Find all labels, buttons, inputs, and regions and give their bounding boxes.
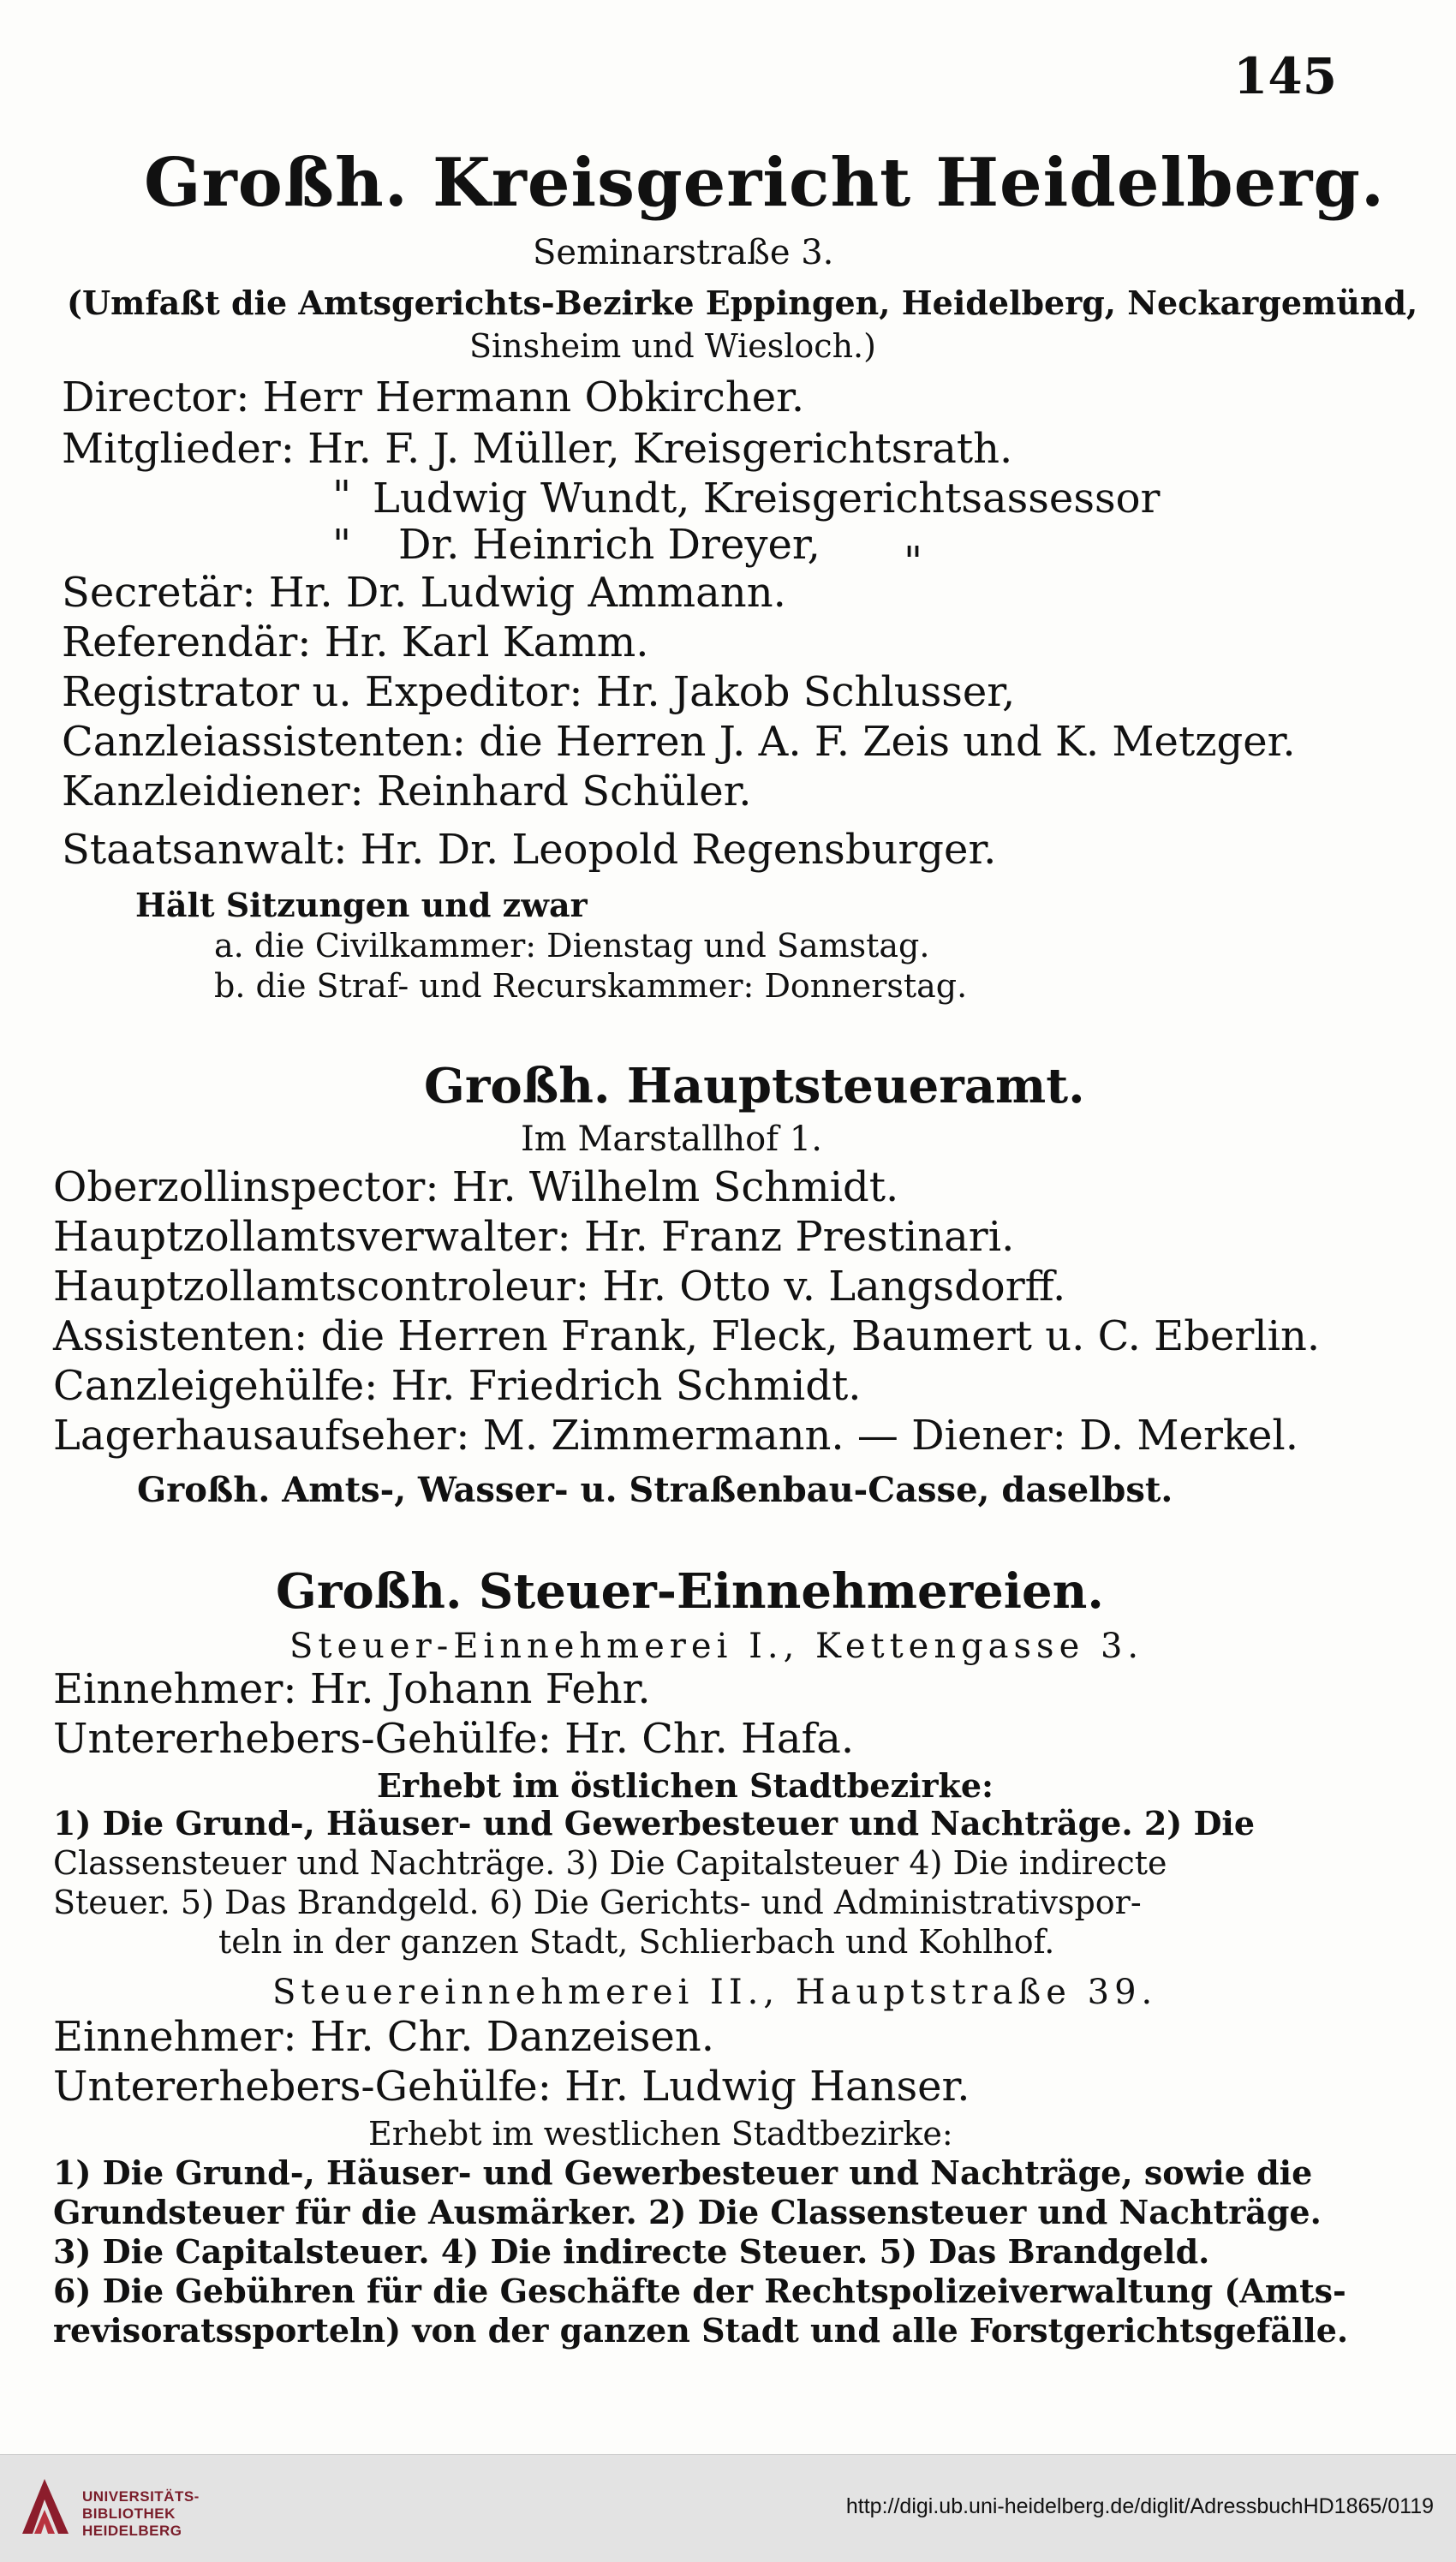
source-url-link[interactable]: http://digi.ub.uni-heidelberg.de/diglit/AdressbuchHD1865/0119 bbox=[845, 2494, 1434, 2518]
entry-line: Hält Sitzungen und zwar bbox=[135, 886, 588, 924]
section-title-hauptsteueramt: Großh. Hauptsteueramt. bbox=[424, 1058, 1085, 1114]
entry-line: Großh. Amts-, Wasser- u. Straßenbau-Casse, daselbst. bbox=[137, 1470, 1173, 1510]
entry-line: Secretär: Hr. Dr. Ludwig Ammann. bbox=[62, 569, 786, 617]
entry-line: b. die Straf- und Recurskammer: Donnerstag. bbox=[214, 967, 968, 1005]
paragraph-line: 1) Die Grund-, Häuser- und Gewerbesteuer und Nachträge, sowie die bbox=[53, 2153, 1313, 2192]
entry-line: a. die Civilkammer: Dienstag und Samstag. bbox=[214, 927, 930, 964]
entry-line: Kanzleidiener: Reinhard Schüler. bbox=[62, 767, 752, 815]
office-heading: Steuer-Einnehmerei I., Kettengasse 3. bbox=[289, 1627, 1144, 1666]
office-heading: Steuereinnehmerei II., Hauptstraße 39. bbox=[272, 1973, 1158, 2012]
entry-line: Hauptzollamtsverwalter: Hr. Franz Prestinari. bbox=[53, 1213, 1015, 1261]
entry-line: Assistenten: die Herren Frank, Fleck, Baumert u. C. Eberlin. bbox=[53, 1312, 1321, 1360]
library-name: UNIVERSITÄTS- bbox=[82, 2488, 200, 2505]
entry-line: Dr. Heinrich Dreyer, bbox=[398, 521, 820, 569]
paragraph-line: teln in der ganzen Stadt, Schlierbach und Kohlhof. bbox=[218, 1923, 1055, 1961]
entry-line: Referendär: Hr. Karl Kamm. bbox=[62, 618, 649, 666]
paragraph-line: 1) Die Grund-, Häuser- und Gewerbesteuer und Nachträge. 2) Die bbox=[53, 1804, 1256, 1842]
section-title-kreisgericht: Großh. Kreisgericht Heidelberg. bbox=[144, 144, 1386, 222]
paragraph-line: Steuer. 5) Das Brandgeld. 6) Die Gerichts- und Administrativspor- bbox=[53, 1884, 1142, 1921]
ditto-mark: " bbox=[332, 472, 352, 520]
entry-line: Untererhebers-Gehülfe: Hr. Ludwig Hanser. bbox=[53, 2063, 970, 2111]
entry-line: Oberzollinspector: Hr. Wilhelm Schmidt. bbox=[53, 1163, 899, 1211]
section-title-steuer-einnehmereien: Großh. Steuer-Einnehmereien. bbox=[276, 1563, 1104, 1620]
scope-line: (Umfaßt die Amtsgerichts-Bezirke Eppingen, Heidelberg, Neckargemünd, bbox=[67, 284, 1418, 322]
district-line: Erhebt im östlichen Stadtbezirke: bbox=[377, 1766, 994, 1805]
entry-line: Canzleigehülfe: Hr. Friedrich Schmidt. bbox=[53, 1362, 862, 1410]
scope-line: Sinsheim und Wiesloch.) bbox=[469, 327, 876, 365]
entry-line: Mitglieder: Hr. F. J. Müller, Kreisgerichtsrath. bbox=[62, 425, 1013, 473]
entry-line: Canzleiassistenten: die Herren J. A. F. Zeis und K. Metzger. bbox=[62, 718, 1296, 766]
entry-line: Hauptzollamtscontroleur: Hr. Otto v. Langsdorff. bbox=[53, 1263, 1066, 1311]
paragraph-line: Grundsteuer für die Ausmärker. 2) Die Classensteuer und Nachträge. bbox=[53, 2193, 1322, 2231]
paragraph-line: 6) Die Gebühren für die Geschäfte der Rechtspolizeiverwaltung (Amts- bbox=[53, 2272, 1346, 2310]
library-logo-icon bbox=[19, 2474, 72, 2541]
entry-line: Ludwig Wundt, Kreisgerichtsassessor bbox=[373, 475, 1161, 523]
ditto-mark: " bbox=[332, 521, 352, 569]
entry-line: Einnehmer: Hr. Johann Fehr. bbox=[53, 1665, 651, 1713]
entry-line: Untererhebers-Gehülfe: Hr. Chr. Hafa. bbox=[53, 1715, 855, 1763]
district-line: Erhebt im westlichen Stadtbezirke: bbox=[368, 2115, 953, 2153]
page-number: 145 bbox=[1233, 47, 1338, 105]
section-address: Im Marstallhof 1. bbox=[521, 1120, 822, 1159]
entry-line: Staatsanwalt: Hr. Dr. Leopold Regensburger. bbox=[62, 826, 997, 874]
library-name: HEIDELBERG bbox=[82, 2523, 182, 2539]
paragraph-line: revisoratssporteln) von der ganzen Stadt und alle Forstgerichtsgefälle. bbox=[53, 2311, 1349, 2350]
entry-line: Lagerhausaufseher: M. Zimmermann. — Diener: D. Merkel. bbox=[53, 1412, 1298, 1460]
library-name: BIBLIOTHEK bbox=[82, 2505, 176, 2522]
entry-line: Registrator u. Expeditor: Hr. Jakob Schlusser, bbox=[62, 668, 1016, 716]
ditto-mark: " bbox=[904, 538, 923, 586]
footer-bar bbox=[0, 2454, 1456, 2562]
paragraph-line: 3) Die Capitalsteuer. 4) Die indirecte Steuer. 5) Das Brandgeld. bbox=[53, 2232, 1210, 2271]
section-address: Seminarstraße 3. bbox=[533, 233, 834, 272]
paragraph-line: Classensteuer und Nachträge. 3) Die Capitalsteuer 4) Die indirecte bbox=[53, 1844, 1167, 1882]
entry-line: Einnehmer: Hr. Chr. Danzeisen. bbox=[53, 2013, 714, 2061]
entry-line: Director: Herr Hermann Obkircher. bbox=[62, 373, 805, 421]
